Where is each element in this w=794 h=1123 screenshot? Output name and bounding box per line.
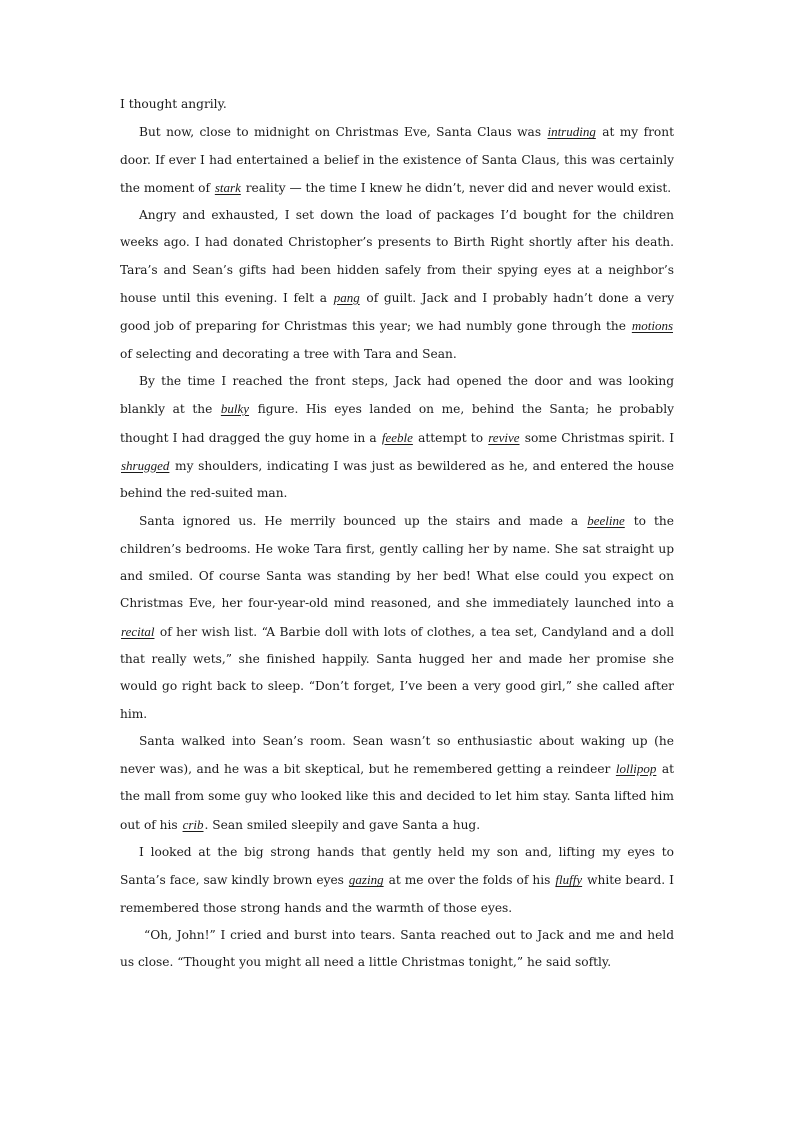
vocab-word-recital: recital — [121, 623, 155, 639]
vocab-word-motions: motions — [631, 318, 673, 334]
document-body — [120, 91, 674, 977]
paragraph-text: at me over the folds of his — [384, 873, 555, 888]
vocab-word-revive: revive — [488, 429, 520, 445]
paragraph-text: white beard. I remembered those strong hands and the warmth of those eyes. — [120, 873, 674, 915]
vocab-word-pang: pang — [333, 290, 360, 306]
paragraph-1 — [120, 118, 674, 202]
paragraph-text: Santa walked into Sean’s room. Sean wasn’t so enthusiastic about waking up (he never was), and he was a bit skeptical, but he remembered getting a reindeer — [120, 733, 674, 777]
vocab-word-gazing: gazing — [348, 872, 384, 888]
paragraph-7 — [120, 922, 674, 977]
paragraph-text: of guilt. Jack and I probably hadn’t done a very good job of preparing for Christmas this year; we had numbly gone through the — [120, 291, 674, 334]
paragraph-text: “Oh, John!” I cried and burst into tears. Santa reached out to Jack and me and held us close. “Thought you might all need a little Christmas tonight,” he said softly. — [120, 927, 674, 970]
paragraph-text: at the mall from some guy who looked like this and decided to let him stay. Santa lifted him out of his — [120, 762, 675, 832]
vocab-word-crib: crib — [182, 816, 204, 832]
paragraph-text: . Sean smiled sleepily and gave Santa a hug. — [204, 817, 481, 832]
vocab-word-shrugged: shrugged — [121, 457, 170, 473]
paragraph-text: I looked at the big strong hands that gently held my son and, lifting my eyes to Santa’s face, saw kindly brown eyes — [120, 845, 674, 888]
paragraph-text: some Christmas spirit. I — [520, 430, 675, 445]
paragraph-3 — [120, 368, 674, 507]
paragraph-6 — [120, 839, 674, 922]
vocab-word-feeble: feeble — [381, 429, 413, 445]
paragraph-2 — [120, 202, 674, 368]
paragraph-text: reality — the time I knew he didn’t, never did and never would exist. — [241, 180, 672, 195]
paragraph-text: to the children’s bedrooms. He woke Tara first, gently calling her by name. She sat straight up and smiled. Of course Santa was standing by her bed! What else could you expect on Christmas Eve, her four-year-old mind reasoned, and she immediately launched into a — [120, 514, 674, 611]
vocab-word-stark: stark — [214, 179, 241, 195]
paragraph-text: my shoulders, indicating I was just as bewildered as he, and entered the house behind the red-suited man. — [120, 458, 674, 501]
vocab-word-beeline: beeline — [587, 513, 625, 529]
vocab-word-intruding: intruding — [547, 124, 596, 140]
paragraph-text: figure. His eyes landed on me, behind the Santa; he probably thought I had dragged the guy home in a — [120, 402, 674, 445]
paragraph-text: of her wish list. “A Barbie doll with lots of clothes, a tea set, Candyland and a doll that really wets,” she finished happily. Santa hugged her and made her promise she would go right back to sleep. “Don’t forget, I’ve been a very good girl,” she called after him. — [120, 624, 674, 721]
paragraph-text: By the time I reached the front steps, Jack had opened the door and was looking blankly at the — [120, 373, 674, 417]
paragraph-text: But now, close to midnight on Christmas Eve, Santa Claus was — [139, 125, 547, 140]
paragraph-text: I thought angrily. — [120, 97, 227, 111]
paragraph-0 — [120, 91, 674, 118]
paragraph-text: Santa ignored us. He merrily bounced up the stairs and made a — [139, 514, 587, 529]
paragraph-text: Angry and exhausted, I set down the load of packages I’d bought for the children weeks ago. I had donated Christopher’s presents to Birth Right shortly after his death. Tara’s and Sean’s gifts had been hidden safely from their spying eyes at a neighbor’s house until this evening. I felt a — [120, 208, 674, 306]
vocab-word-lollipop: lollipop — [615, 761, 657, 777]
paragraph-text: at my front door. If ever I had entertained a belief in the existence of Santa Claus, this was certainly the moment of — [120, 125, 674, 195]
paragraph-5 — [120, 728, 674, 839]
vocab-word-bulky: bulky — [220, 401, 250, 417]
paragraph-text: of selecting and decorating a tree with Tara and Sean. — [120, 346, 457, 361]
paragraph-4 — [120, 507, 674, 727]
paragraph-text: attempt to — [413, 430, 488, 445]
vocab-word-fluffy: fluffy — [555, 872, 583, 888]
